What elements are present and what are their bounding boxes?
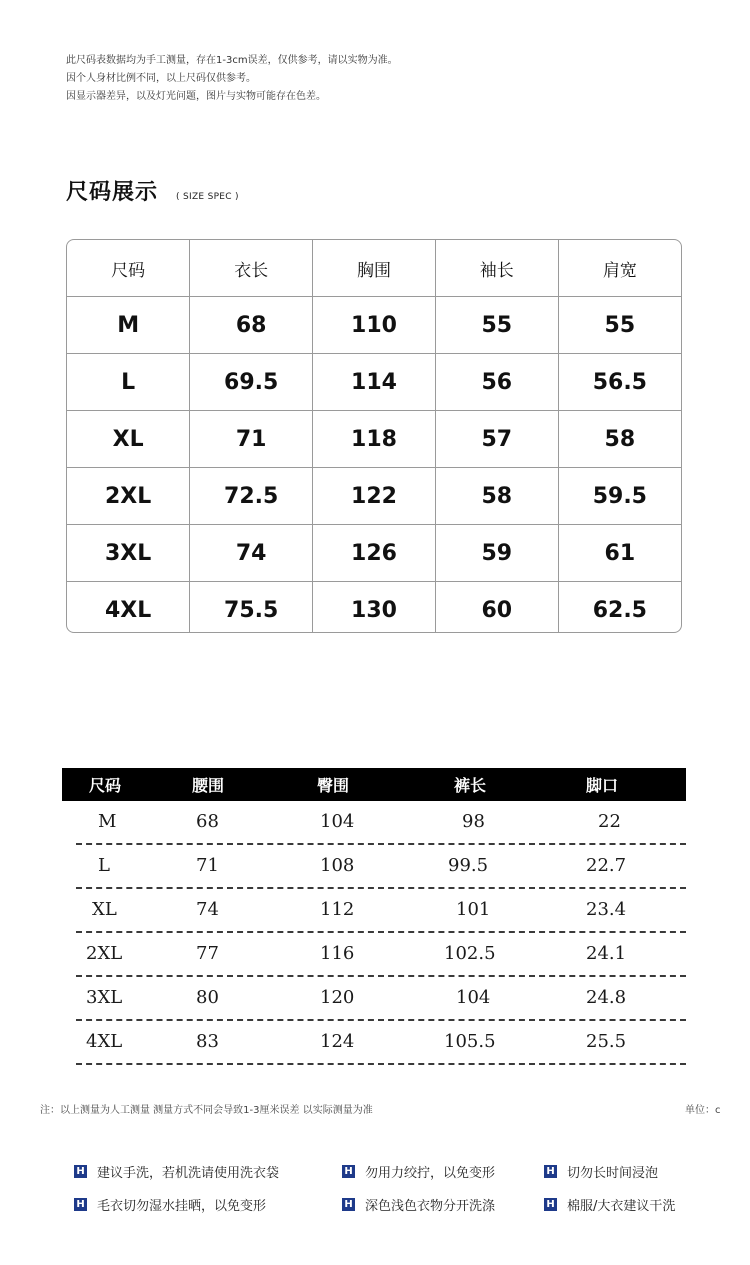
care-item (74, 1195, 266, 1214)
table-cell: 56 (435, 354, 558, 411)
table-cell: M (67, 297, 190, 354)
table-cell: XL (92, 899, 117, 920)
table-row (76, 1021, 686, 1065)
header-cell: 衣长 (190, 240, 313, 297)
table-cell: 2XL (67, 468, 190, 525)
table-cell: 74 (196, 899, 219, 920)
care-item (342, 1195, 495, 1214)
table-cell: 22 (598, 811, 621, 832)
table-cell: 104 (320, 811, 355, 832)
table-row (67, 411, 681, 468)
care-h-icon: H (342, 1165, 355, 1178)
unit-label: 单位：c (685, 1105, 721, 1116)
table-cell: 124 (320, 1031, 355, 1052)
table-cell: 59.5 (558, 468, 681, 525)
table-cell: 58 (435, 468, 558, 525)
care-item-label: 勿用力绞拧，以免变形 (365, 1166, 496, 1181)
table-cell: 72.5 (190, 468, 313, 525)
disclaimer-notes (66, 52, 398, 106)
size-spec-heading (66, 175, 239, 206)
table-cell: 98 (462, 811, 485, 832)
care-item-label: 棉服/大衣建议干洗 (567, 1199, 676, 1214)
header-cell: 袖长 (435, 240, 558, 297)
table-cell: 108 (320, 855, 355, 876)
table-cell: L (98, 855, 110, 876)
table-cell: 3XL (86, 987, 123, 1008)
header-cell: 脚口 (586, 776, 619, 795)
table-row (76, 933, 686, 977)
header-cell: 尺码 (67, 240, 190, 297)
table-cell: 120 (320, 987, 355, 1008)
table-cell: 80 (196, 987, 219, 1008)
table-cell: 4XL (67, 582, 190, 634)
table-cell: 118 (313, 411, 436, 468)
note-line: 因显示器差异，以及灯光问题，图片与实物可能存在色差。 (66, 91, 326, 102)
care-h-icon: H (544, 1198, 557, 1211)
pants-size-table (62, 768, 686, 1065)
table-cell: 104 (456, 987, 491, 1008)
table-cell: 57 (435, 411, 558, 468)
header-cell: 裤长 (454, 776, 487, 795)
table-row (76, 845, 686, 889)
table-cell: 25.5 (586, 1031, 627, 1052)
care-item-label: 深色浅色衣物分开洗涤 (365, 1199, 496, 1214)
table-row (67, 582, 681, 634)
care-item (74, 1162, 279, 1181)
table-cell: 126 (313, 525, 436, 582)
header-cell: 腰围 (192, 776, 225, 795)
table-row (67, 354, 681, 411)
table-row (76, 801, 686, 845)
header-cell: 肩宽 (558, 240, 681, 297)
header-cell: 胸围 (313, 240, 436, 297)
care-h-icon: H (74, 1198, 87, 1211)
table-cell: 60 (435, 582, 558, 634)
measurement-footnote: 注：以上测量为人工测量 测量方式不同会导致1-3厘米误差 以实际测量为准 (40, 1105, 373, 1116)
table-cell: 55 (558, 297, 681, 354)
table-header-row (62, 768, 686, 801)
care-h-icon: H (74, 1165, 87, 1178)
table-cell: L (67, 354, 190, 411)
note-line: 因个人身材比例不同，以上尺码仅供参考。 (66, 73, 256, 84)
table-cell: 68 (190, 297, 313, 354)
table-cell: 102.5 (444, 943, 496, 964)
table-cell: 3XL (67, 525, 190, 582)
table-cell: 4XL (86, 1031, 123, 1052)
table-row (67, 468, 681, 525)
table-cell: 116 (320, 943, 355, 964)
care-item-label: 建议手洗，若机洗请使用洗衣袋 (97, 1166, 280, 1181)
table-cell: 61 (558, 525, 681, 582)
table-row (76, 977, 686, 1021)
care-h-icon: H (342, 1198, 355, 1211)
table-cell: 75.5 (190, 582, 313, 634)
table-row (67, 525, 681, 582)
header-cell: 臀围 (317, 776, 350, 795)
table-cell: 122 (313, 468, 436, 525)
care-item-label: 切勿长时间浸泡 (567, 1166, 659, 1181)
table-cell: 74 (190, 525, 313, 582)
table-cell: 69.5 (190, 354, 313, 411)
table-cell: 114 (313, 354, 436, 411)
care-item (342, 1162, 495, 1181)
table-cell: 24.1 (586, 943, 627, 964)
table-cell: 2XL (86, 943, 123, 964)
care-item-label: 毛衣切勿湿水挂晒，以免变形 (97, 1199, 267, 1214)
table-row (67, 297, 681, 354)
table-cell: 105.5 (444, 1031, 496, 1052)
table-cell: 55 (435, 297, 558, 354)
table-row (76, 889, 686, 933)
table-cell: 110 (313, 297, 436, 354)
table-cell: 83 (196, 1031, 219, 1052)
table-cell: 71 (196, 855, 219, 876)
top-size-table (66, 239, 682, 633)
size-spec-subtitle: ( SIZE SPEC ) (176, 192, 239, 202)
table-cell: 22.7 (586, 855, 627, 876)
care-item (544, 1195, 675, 1214)
table-header-row (67, 240, 681, 297)
table-cell: 62.5 (592, 597, 647, 623)
table-cell: 99.5 (448, 855, 489, 876)
care-item (544, 1162, 658, 1181)
table-cell: 59 (435, 525, 558, 582)
size-spec-title: 尺码展示 (66, 180, 159, 205)
table-cell: 130 (313, 582, 436, 634)
table-cell: 101 (456, 899, 491, 920)
table-cell: 68 (196, 811, 219, 832)
table-cell: 77 (196, 943, 219, 964)
care-h-icon: H (544, 1165, 557, 1178)
table-cell: 112 (320, 899, 355, 920)
table-cell: 58 (558, 411, 681, 468)
header-cell: 尺码 (89, 776, 122, 795)
table-cell: XL (67, 411, 190, 468)
note-line: 此尺码表数据均为手工测量，存在1-3cm误差，仅供参考，请以实物为准。 (66, 55, 398, 66)
table-cell: 23.4 (586, 899, 627, 920)
table-cell: M (98, 811, 117, 832)
table-cell: 24.8 (586, 987, 627, 1008)
table-cell: 71 (190, 411, 313, 468)
table-cell: 56.5 (558, 354, 681, 411)
